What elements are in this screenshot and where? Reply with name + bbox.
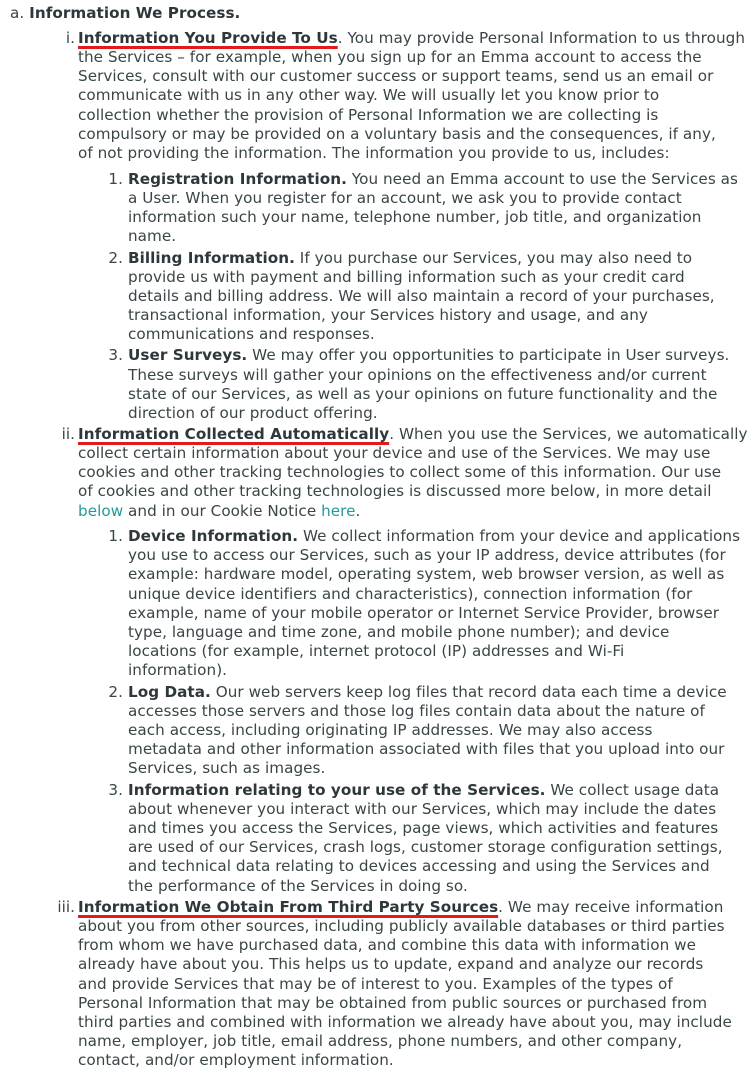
subitem-title: Registration Information.: [128, 170, 347, 188]
text-line: from whom we have purchased data, and combine this data with information we: [78, 936, 696, 954]
text-line: accesses those servers and those log files contain data about the nature of: [128, 702, 705, 720]
subitem-first-line: Device Information. We collect information from your device and applications: [128, 527, 741, 545]
text-line: of not providing the information. The information you provide to us, includes:: [78, 144, 670, 162]
text-line: about you from other sources, including publicly available databases or third parties: [78, 917, 725, 935]
text-line: and technical data relating to devices accessing and using the Services and: [128, 857, 710, 875]
text-line: information).: [128, 661, 228, 679]
subitem-marker: 3.: [108, 781, 123, 799]
text-line: cookies and other tracking technologies to collect some of this information. Our use: [78, 463, 722, 481]
text-line: information such your name, telephone number, job title, and organization: [128, 208, 702, 226]
text-line: communicate with us in any other way. We will usually let you know prior to: [78, 86, 660, 104]
text-line: compulsory or may be provided on a voluntary basis and the consequences, if any,: [78, 125, 716, 143]
subitem-first-line: Log Data. Our web servers keep log files that record data each time a device: [128, 683, 727, 701]
subitem-marker: 3.: [108, 346, 123, 364]
text-line: already have about you. This helps us to update, expand and analyze our records: [78, 955, 704, 973]
below-link[interactable]: below: [78, 502, 124, 520]
text-line: collect certain information about your device and use of the Services. We may use: [78, 444, 711, 462]
subitem-first-line: Registration Information. You need an Emma account to use the Services as: [128, 170, 738, 188]
item-first-line: Information You Provide To Us. You may provide Personal Information to us through: [78, 29, 746, 47]
text-line: the performance of the Services in doing so.: [128, 877, 468, 895]
text-line: contact, and/or employment information.: [78, 1051, 394, 1069]
subitem-first-line: Billing Information. If you purchase our Services, you may also need to: [128, 249, 693, 267]
item-marker: ii.: [61, 425, 75, 443]
text-line: Personal Information that may be obtained from public sources or purchased from: [78, 994, 708, 1012]
item-title: Information We Obtain From Third Party Sources: [78, 898, 499, 916]
text-line: Services, consult with our customer success or support teams, send us an email or: [78, 67, 714, 85]
text-line: collection whether the provision of Personal Information we are collecting is: [78, 106, 659, 124]
subitem-title: Device Information.: [128, 527, 299, 545]
text-line: Services, such as images.: [128, 759, 326, 777]
text-line: are used of our Services, crash logs, customer storage configuration settings,: [128, 838, 723, 856]
text-line: and times you access the Services, page views, which activities and features: [128, 819, 719, 837]
section-heading: a. Information We Process.: [10, 4, 241, 22]
text-line: state of our Services, as well as your opinions on future functionality and the: [128, 385, 718, 403]
item-marker: i.: [65, 29, 75, 47]
text-line: locations (for example, internet protocol (IP) addresses and Wi-Fi: [128, 642, 625, 660]
item-first-line: Information Collected Automatically. When you use the Services, we automatically: [78, 425, 748, 443]
subitem-marker: 1.: [108, 527, 123, 545]
text-line: direction of our product offering.: [128, 404, 378, 422]
text-line: communications and responses.: [128, 325, 375, 343]
text-line: transactional information, your Services history and usage, and any: [128, 306, 648, 324]
text-line: and provide Services that may be of interest to you. Examples of the types of: [78, 975, 673, 993]
item-title: Information Collected Automatically: [78, 425, 390, 443]
text-line: type, language and time zone, and mobile phone number); and device: [128, 623, 670, 641]
subitem-marker: 1.: [108, 170, 123, 188]
subitem-title: Billing Information.: [128, 249, 295, 267]
text-line: you use to access our Services, such as your IP address, device attributes (for: [128, 546, 726, 564]
item-first-line: Information We Obtain From Third Party Sources. We may receive information: [78, 898, 724, 916]
subitem-marker: 2.: [108, 683, 123, 701]
text-line: of cookies and other tracking technologies is discussed more below, in more detail: [78, 482, 712, 500]
text-line: each access, including originating IP addresses. We may also access: [128, 721, 653, 739]
subitem-first-line: User Surveys. We may offer you opportunities to participate in User surveys.: [128, 346, 730, 364]
text-line: These surveys will gather your opinions on the effectiveness and/or current: [128, 366, 707, 384]
text-line: details and billing address. We will also maintain a record of your purchases,: [128, 287, 715, 305]
item-title: Information You Provide To Us: [78, 29, 338, 47]
subitem-first-line: Information relating to your use of the Services. We collect usage data: [128, 781, 720, 799]
item-marker: iii.: [57, 898, 75, 916]
text-line: unique device identifiers and characteristics), connection information (for: [128, 585, 693, 603]
text-line: name, employer, job title, email address, phone numbers, and other company,: [78, 1032, 683, 1050]
text-line: metadata and other information associated with files that you upload into our: [128, 740, 725, 758]
text-line: provide us with payment and billing information such as your credit card: [128, 268, 685, 286]
text-line: about whenever you interact with our Services, which may include the dates: [128, 800, 717, 818]
subitem-title: Information relating to your use of the Services.: [128, 781, 546, 799]
text-line: third parties and combined with information we already have about you, may include: [78, 1013, 732, 1031]
text-line: example: hardware model, operating system, web browser version, as well as: [128, 565, 725, 583]
subitem-marker: 2.: [108, 249, 123, 267]
subitem-title: User Surveys.: [128, 346, 248, 364]
text-line: below and in our Cookie Notice here.: [78, 502, 361, 520]
subitem-title: Log Data.: [128, 683, 211, 701]
text-line: a User. When you register for an account, we ask you to provide contact: [128, 189, 682, 207]
text-line: name.: [128, 227, 177, 245]
text-line: example, name of your mobile operator or Internet Service Provider, browser: [128, 604, 720, 622]
cookie-notice-link[interactable]: here: [321, 502, 356, 520]
text-line: the Services – for example, when you sign up for an Emma account to access the: [78, 48, 702, 66]
